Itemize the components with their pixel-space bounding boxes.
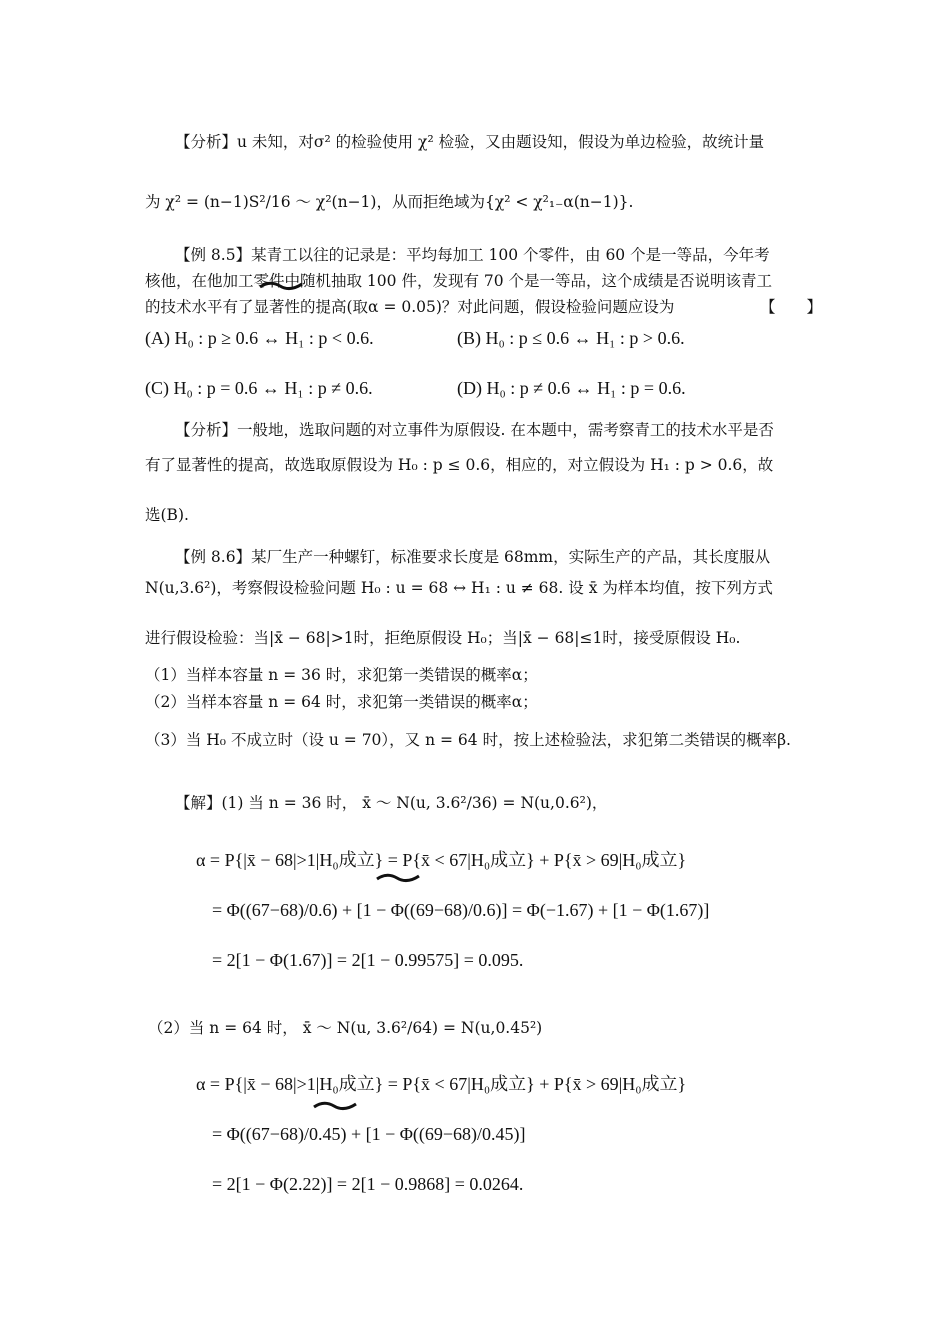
solution-2-heading: （2）当 n = 64 时， x̄ ～ N(u, 3.6²/64) = N(u,0.45²) bbox=[148, 1019, 543, 1037]
solution-1-heading: 【解】(1) 当 n = 36 时， x̄ ～ N(u, 3.6²/36) = N(u,0.6²)， bbox=[175, 794, 608, 812]
solution-2-equation-3: = 2[1 − Φ(2.22)] = 2[1 − 0.9868] = 0.0264. bbox=[212, 1174, 524, 1194]
solution-1-equation-1: α = P{|x̄ − 68|>1|H₀成立} = P{x̄ < 67|H₀成立} + P{x̄ > 69|H₀成立} bbox=[196, 850, 687, 870]
wavy-underline-mark bbox=[258, 278, 304, 292]
option-a: (A) H₀ : p ≥ 0.6 ↔ H₁ : p < 0.6. bbox=[145, 328, 374, 348]
solution-2-equation-2: = Φ((67−68)/0.45) + [1 − Φ((69−68)/0.45)] bbox=[212, 1124, 526, 1144]
option-b: (B) H₀ : p ≤ 0.6 ↔ H₁ : p > 0.6. bbox=[457, 328, 685, 348]
option-c: (C) H₀ : p = 0.6 ↔ H₁ : p ≠ 0.6. bbox=[145, 378, 373, 398]
option-d: (D) H₀ : p ≠ 0.6 ↔ H₁ : p = 0.6. bbox=[457, 378, 686, 398]
example-8-5-line-3: 的技术水平有了显著性的提高(取α = 0.05)？对此问题，假设检验问题应设为 bbox=[145, 298, 675, 316]
solution-2-equation-1: α = P{|x̄ − 68|>1|H₀成立} = P{x̄ < 67|H₀成立} + P{x̄ > 69|H₀成立} bbox=[196, 1074, 687, 1094]
question-3: （3）当 H₀ 不成立时（设 u = 70），又 n = 64 时，按上述检验法，求犯第二类错误的概率β. bbox=[145, 731, 791, 749]
question-2: （2）当样本容量 n = 64 时，求犯第一类错误的概率α； bbox=[145, 693, 538, 711]
example-8-5-line-2: 核他，在他加工零件中随机抽取 100 件，发现有 70 个是一等品，这个成绩是否说明该青工 bbox=[145, 272, 773, 290]
question-1: （1）当样本容量 n = 36 时，求犯第一类错误的概率α； bbox=[145, 666, 538, 684]
analysis-1-line-2: 为 χ² = (n−1)S²/16 ～ χ²(n−1)，从而拒绝域为{χ² < χ²₁₋α(n−1)}. bbox=[145, 193, 634, 211]
wavy-underline-mark bbox=[375, 870, 421, 884]
analysis-2-line-2: 有了显著性的提高，故选取原假设为 H₀ : p ≤ 0.6，相应的，对立假设为 H₁ : p > 0.6，故 bbox=[145, 456, 774, 474]
example-8-6-line-3: 进行假设检验：当|x̄ − 68|>1时，拒绝原假设 H₀；当|x̄ − 68|≤1时，接受原假设 H₀. bbox=[145, 629, 741, 647]
solution-1-equation-2: = Φ((67−68)/0.6) + [1 − Φ((69−68)/0.6)] = Φ(−1.67) + [1 − Φ(1.67)] bbox=[212, 900, 710, 920]
example-8-6-line-1: 【例 8.6】某厂生产一种螺钉，标准要求长度是 68mm，实际生产的产品，其长度服从 bbox=[175, 548, 771, 566]
example-8-6-line-2: N(u,3.6²)，考察假设检验问题 H₀ : u = 68 ↔ H₁ : u ≠ 68. 设 x̄ 为样本均值，按下列方式 bbox=[145, 579, 773, 597]
answer-bracket: 【 】 bbox=[760, 298, 823, 316]
wavy-underline-mark bbox=[312, 1098, 358, 1112]
analysis-1-line-1: 【分析】u 未知，对σ² 的检验使用 χ² 检验，又由题设知，假设为单边检验，故统计量 bbox=[175, 133, 765, 151]
analysis-2-line-3: 选(B). bbox=[145, 506, 189, 524]
solution-1-equation-3: = 2[1 − Φ(1.67)] = 2[1 − 0.99575] = 0.095. bbox=[212, 950, 524, 970]
analysis-2-line-1: 【分析】一般地，选取问题的对立事件为原假设. 在本题中，需考察青工的技术水平是否 bbox=[175, 421, 774, 439]
example-8-5-line-1: 【例 8.5】某青工以往的记录是：平均每加工 100 个零件，由 60 个是一等品，今年考 bbox=[175, 246, 770, 264]
